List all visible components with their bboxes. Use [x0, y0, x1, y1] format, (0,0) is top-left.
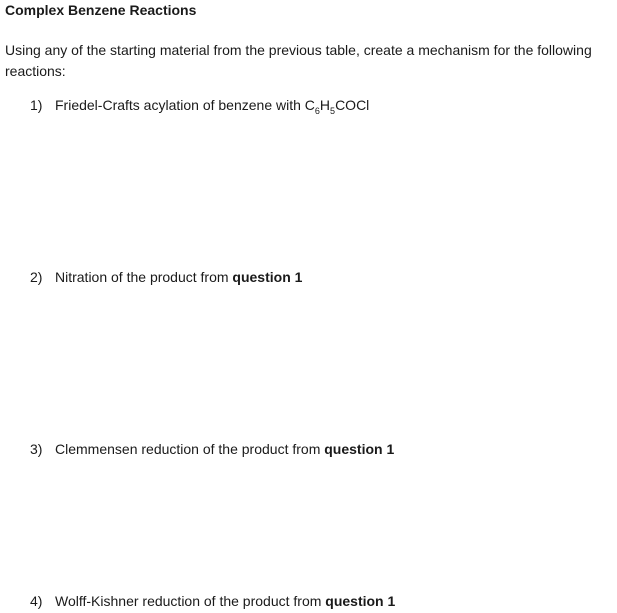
question-number: 2)	[30, 269, 43, 285]
question-1	[30, 97, 369, 116]
question-text: Nitration of the product from	[55, 269, 233, 285]
page-title: Complex Benzene Reactions	[5, 2, 197, 18]
question-text: Friedel-Crafts acylation of benzene with C	[55, 97, 315, 113]
question-4	[30, 593, 395, 609]
question-reference: question 1	[232, 269, 303, 285]
question-number: 1)	[30, 97, 43, 113]
intro-paragraph: Using any of the starting material from the previous table, create a mechanism for the following reactions:	[5, 42, 592, 79]
formula-cocl: COCl	[335, 97, 370, 113]
formula-h: H	[319, 97, 331, 113]
question-2	[30, 269, 302, 285]
question-text: Wolff-Kishner reduction of the product from	[55, 593, 326, 609]
subscript-6: 6	[314, 105, 320, 116]
question-3	[30, 441, 394, 457]
question-text: Clemmensen reduction of the product from	[55, 441, 325, 457]
question-number: 4)	[30, 593, 43, 609]
question-reference: question 1	[325, 593, 396, 609]
question-reference: question 1	[324, 441, 395, 457]
question-number: 3)	[30, 441, 43, 457]
subscript-5: 5	[330, 105, 336, 116]
